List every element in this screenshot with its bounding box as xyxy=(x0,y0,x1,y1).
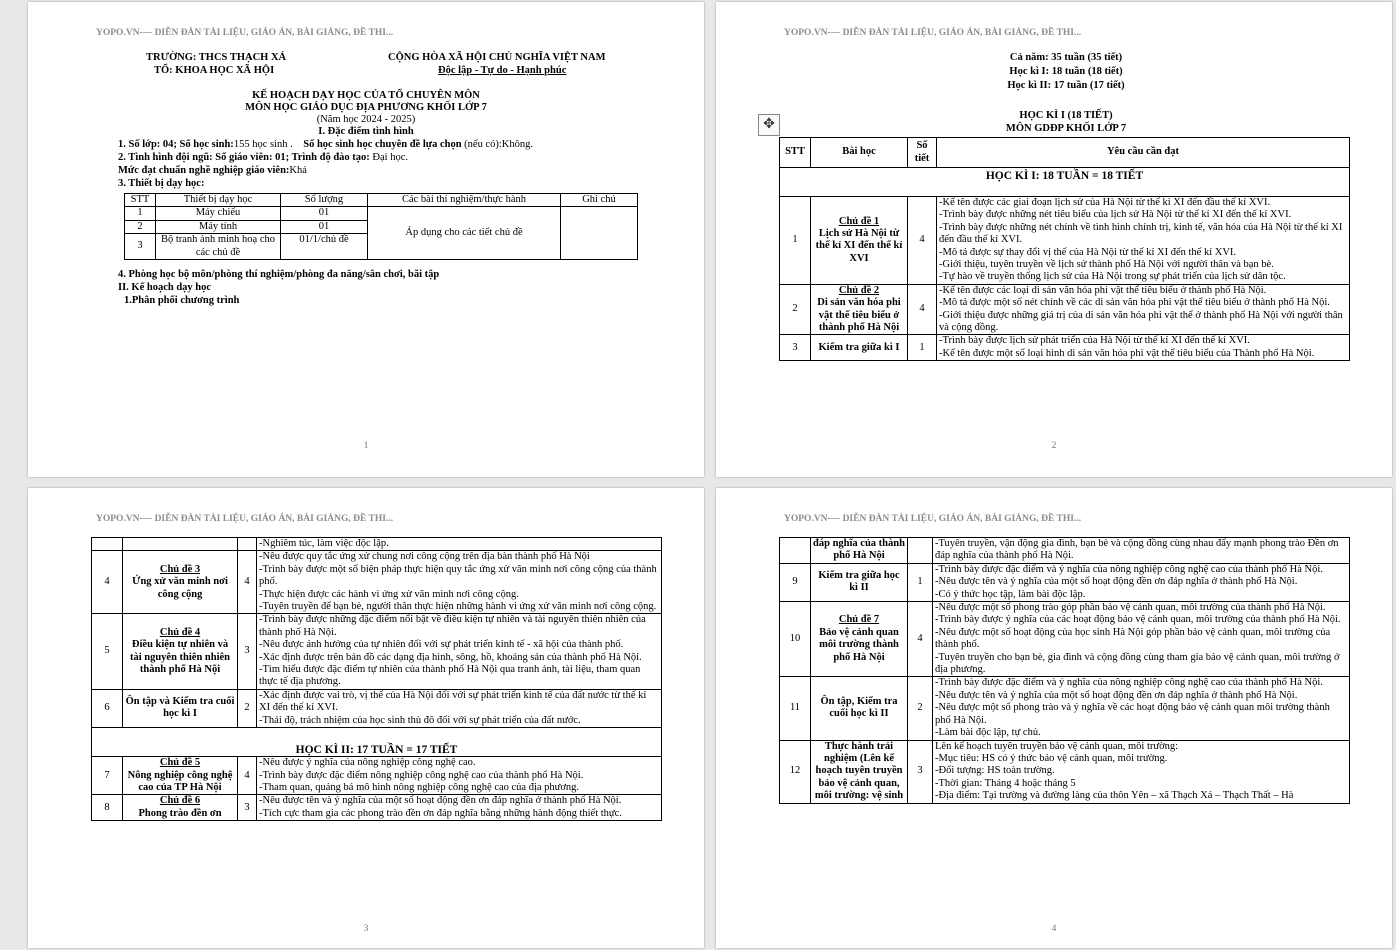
requirements: -Xác định được vai trò, vị thế của Hà Nội đối với sự phát triển kinh tế của đất nước từ thế kỉ XI đến thế kỉ XVI. -Thái độ, trách nhiệm của học sinh thủ đô đối với sự phát triển của đất nước. xyxy=(257,689,662,727)
lesson-name: Chủ đề 3 Ứng xử văn minh nơi công cộng xyxy=(123,551,238,614)
lesson-name: Chủ đề 1 Lịch sử Hà Nội từ thế kỉ XI đến thế kỉ XVI xyxy=(811,197,908,285)
page-number: 4 xyxy=(1051,924,1057,934)
page-number: 3 xyxy=(363,924,369,934)
lesson-name: Chủ đề 4 Điều kiện tự nhiên và tài nguyên thiên nhiên thành phố Hà Nội xyxy=(123,614,238,689)
subject-title: MÔN HỌC GIÁO DỤC ĐỊA PHƯƠNG KHỐI LỚP 7 xyxy=(245,102,487,113)
row-number: 4 xyxy=(92,551,123,614)
requirements: -Nêu được quy tắc ứng xử chung nơi công cộng trên địa bàn thành phố Hà Nội -Trình bày được một số biện pháp thực hiện quy tắc ứng xử văn minh nơi công cộng của thành phố. -Thực hiện được các hành vi ứng xử văn minh nơi công cộng. -Tuyên truyền để bạn bè, người thân thực hiện những hành vi ứng xử văn minh nơi công cộng. xyxy=(257,551,662,614)
semester-2-summary: Học kì II: 17 tuần (17 tiết) xyxy=(1007,80,1125,91)
lesson-name xyxy=(123,538,238,551)
table-cell: 3 xyxy=(125,234,156,260)
table-section-row xyxy=(92,728,662,757)
table-header: Các bài thí nghiệm/thực hành xyxy=(368,194,561,207)
lesson-name: Ôn tập, Kiểm tra cuối học kì II xyxy=(811,677,908,740)
table-header: STT xyxy=(780,138,811,168)
page-header: YOPO.VN---- DIỄN ĐÀN TÀI LIỆU, GIÁO ÁN, BÀI GIẢNG, ĐỀ THI... xyxy=(96,514,394,524)
row-number: 7 xyxy=(92,757,123,795)
lesson-periods: 4 xyxy=(908,197,937,285)
lesson-periods: 4 xyxy=(908,284,937,335)
row-number: 10 xyxy=(780,602,811,677)
program-table-continued xyxy=(779,537,1350,804)
table-section-row xyxy=(780,168,1350,197)
requirements: -Kể tên được các loại di sản văn hóa phi vật thể tiêu biểu ở thành phố Hà Nội. -Mô tả được một số nét chính về các di sản văn hóa phi vật thể tiêu biểu ở thành phố Hà Nội. -Giới thiệu được những giá trị của di sản văn hóa phi vật thể ở thành phố Hà Nội với người thân và cộng đồng. xyxy=(937,284,1350,335)
table-row xyxy=(92,757,662,795)
lesson-name: Kiểm tra giữa kì I xyxy=(811,335,908,361)
row-number: 11 xyxy=(780,677,811,740)
program-table xyxy=(779,137,1350,361)
table-move-handle-icon[interactable]: ✥ xyxy=(758,114,780,136)
table-cell: 1 xyxy=(125,207,156,220)
document-page-4 xyxy=(716,488,1392,948)
lesson-periods: 2 xyxy=(238,689,257,727)
requirements: -Nghiêm túc, làm việc độc lập. xyxy=(257,538,662,551)
document-page-1 xyxy=(28,2,704,477)
table-cell: Áp dụng cho các tiết chủ đề xyxy=(368,207,561,260)
table-row xyxy=(780,677,1350,740)
table-header: Số lượng xyxy=(281,194,368,207)
row-number: 6 xyxy=(92,689,123,727)
lesson-name: Chủ đề 2 Di sản văn hóa phi vật thể tiêu biểu ở thành phố Hà Nội xyxy=(811,284,908,335)
semester-section: HỌC KÌ II: 17 TUẦN = 17 TIẾT xyxy=(92,728,662,757)
table-header: Yêu cầu cần đạt xyxy=(937,138,1350,168)
teacher-standard-line: Mức đạt chuẩn nghề nghiệp giáo viên:Khá xyxy=(118,165,307,176)
lesson-name: đáp nghĩa của thành phố Hà Nội xyxy=(811,538,908,564)
equipment-table xyxy=(124,193,638,260)
requirements: -Kể tên được các giai đoạn lịch sử của Hà Nội từ thế kỉ XI đến đầu thế kỉ XVI. -Trình bày được những nét tiêu biểu của lịch sử Hà Nội từ thế kỉ XI đến thế kỉ XVI. -Trình bày được những nét chính về tình hình chính trị, kinh tế, văn hóa của Hà Nội từ thế kỉ XI đến đầu thế kỉ XVI. -Mô tả được sự thay đổi vị thế của Hà Nội từ thế kỉ XI đến thế kỉ XVI. -Giới thiệu, tuyên truyền về lịch sử thành phố Hà Nội với người thân và bạn bè. -Tự hào về truyền thống lịch sử của Hà Nội trong sự phát triển của lịch sử dân tộc. xyxy=(937,197,1350,285)
table-row xyxy=(780,740,1350,803)
lesson-periods: 4 xyxy=(908,602,933,677)
table-cell: Máy chiếu xyxy=(156,207,281,220)
table-cell: 01 xyxy=(281,207,368,220)
table-cell: 2 xyxy=(125,220,156,233)
lesson-periods: 4 xyxy=(238,757,257,795)
lesson-name: Thực hành trải nghiệm (Lên kế hoạch tuyên truyền bảo vệ cảnh quan, môi trường: vệ sinh xyxy=(811,740,908,803)
table-row xyxy=(780,197,1350,285)
equipment-header-row xyxy=(125,194,638,207)
table-header: Số tiết xyxy=(908,138,937,168)
table-row xyxy=(92,551,662,614)
table-header: Thiết bị dạy học xyxy=(156,194,281,207)
lesson-name: Chủ đề 7 Bảo vệ cảnh quan môi trường thành phố Hà Nội xyxy=(811,602,908,677)
page-number: 1 xyxy=(363,441,369,451)
page-header: YOPO.VN---- DIỄN ĐÀN TÀI LIỆU, GIÁO ÁN, BÀI GIẢNG, ĐỀ THI... xyxy=(96,28,394,38)
section-2-heading: II. Kế hoạch dạy học xyxy=(118,282,212,293)
row-number xyxy=(780,538,811,564)
table-cell: Bộ tranh ảnh minh hoạ cho các chủ đề xyxy=(156,234,281,260)
subject-grade-heading: MÔN GDĐP KHỐI LỚP 7 xyxy=(1005,123,1127,134)
lesson-periods: 1 xyxy=(908,335,937,361)
table-header: Ghi chú xyxy=(561,194,638,207)
requirements: -Nêu được tên và ý nghĩa của một số hoạt động đền ơn đáp nghĩa ở thành phố Hà Nội. -Tích cực tham gia các phong trào đền ơn đáp nghĩa bằng những hành động thiết thực. xyxy=(257,795,662,821)
table-cell: 01/1/chủ đề xyxy=(281,234,368,260)
requirements: -Trình bày được đặc điểm và ý nghĩa của nông nghiệp công nghệ cao của thành phố Hà Nội. -Nêu được tên và ý nghĩa của một số hoạt động đền ơn đáp nghĩa ở thành phố Hà Nội. -Nêu được một số phong trào và ý nghĩa về các hoạt động bảo vệ cảnh quan môi trường thành phố Hà Nội. -Làm bài độc lập, tự chủ. xyxy=(933,677,1350,740)
row-number: 2 xyxy=(780,284,811,335)
class-count-line: 1. Số lớp: 04; Số học sinh:155 học sinh . Số học sinh học chuyên đề lựa chọn (nếu có):Không. xyxy=(118,139,533,150)
program-heading: 1.Phân phối chương trình xyxy=(124,295,240,306)
lesson-periods: 1 xyxy=(908,563,933,601)
table-row xyxy=(780,284,1350,335)
lesson-periods: 3 xyxy=(238,795,257,821)
table-row xyxy=(780,602,1350,677)
requirements: -Tuyên truyền, vận động gia đình, bạn bè và cộng đồng cùng nhau đẩy mạnh phong trào Đền ơn đáp nghĩa của thành phố Hà Nội. xyxy=(933,538,1350,564)
row-number xyxy=(92,538,123,551)
department-name: TỔ: KHOA HỌC XÃ HỘI xyxy=(154,65,275,76)
table-cell: 01 xyxy=(281,220,368,233)
lesson-periods: 3 xyxy=(908,740,933,803)
requirements: Lên kế hoạch tuyên truyền bảo vệ cảnh quan, môi trường: -Mục tiêu: HS có ý thức bảo vệ cảnh quan, môi trường. -Đối tượng: HS toàn trường. -Thời gian: Tháng 4 hoặc tháng 5 -Địa điểm: Tại trường và đường làng của thôn Yên – xã Thạch Xá – Thạch Thất – Hà xyxy=(933,740,1350,803)
requirements: -Nêu được một số phong trào góp phần bảo vệ cảnh quan, môi trường của thành phố Hà Nội. -Trình bày được ý nghĩa của các hoạt động bảo vệ cảnh quan, môi trường của thành phố Hà Nội. -Nêu được một số hoạt động của học sinh Hà Nội góp phần bảo vệ cảnh quan, môi trường của thành phố. -Tuyên truyền cho bạn bè, gia đình và cộng đồng cùng tham gia bảo vệ cảnh quan, môi trường ở địa phương. xyxy=(933,602,1350,677)
table-row xyxy=(125,207,638,220)
school-name: TRƯỜNG: THCS THẠCH XÁ xyxy=(146,52,287,63)
table-row xyxy=(92,538,662,551)
table-header: STT xyxy=(125,194,156,207)
lesson-name: Kiểm tra giữa học kì II xyxy=(811,563,908,601)
nation-motto: Độc lập - Tự do - Hạnh phúc xyxy=(438,65,567,76)
row-number: 8 xyxy=(92,795,123,821)
school-year: (Năm học 2024 - 2025) xyxy=(316,114,416,125)
lesson-name: Ôn tập và Kiểm tra cuối học kì I xyxy=(123,689,238,727)
table-row xyxy=(92,689,662,727)
row-number: 12 xyxy=(780,740,811,803)
page-number: 2 xyxy=(1051,441,1057,451)
row-number: 5 xyxy=(92,614,123,689)
semester-1-summary: Học kì I: 18 tuần (18 tiết) xyxy=(1009,66,1123,77)
table-cell: Máy tính xyxy=(156,220,281,233)
table-cell xyxy=(561,207,638,260)
program-table-continued xyxy=(91,537,662,821)
table-row xyxy=(780,538,1350,564)
row-number: 9 xyxy=(780,563,811,601)
year-summary: Cả năm: 35 tuần (35 tiết) xyxy=(1009,52,1123,63)
table-row xyxy=(780,335,1350,361)
table-row xyxy=(780,563,1350,601)
lesson-name: Chủ đề 6 Phong trào đền ơn xyxy=(123,795,238,821)
semester-1-heading: HỌC KÌ I (18 TIẾT) xyxy=(1019,110,1113,121)
document-page-2 xyxy=(716,2,1392,477)
lesson-periods: 3 xyxy=(238,614,257,689)
requirements: -Trình bày được những đặc điểm nổi bật về điều kiện tự nhiên và tài nguyên thiên nhiên của thành phố Hà Nội. -Nêu được ảnh hưởng của tự nhiên đối với sự phát triển kinh tế - xã hội của thành phố. -Xác định được trên bản đồ các dạng địa hình, sông, hồ, khoáng sản của thành phố Hà Nội. -Tìm hiểu được đặc điểm tự nhiên của thành phố Hà Nội qua tranh ảnh, tài liệu, tham quan thực tế địa phương. xyxy=(257,614,662,689)
plan-title: KẾ HOẠCH DẠY HỌC CỦA TỔ CHUYÊN MÔN xyxy=(252,90,480,101)
requirements: -Nêu được ý nghĩa của nông nghiệp công nghệ cao. -Trình bày được đặc điểm nông nghiệp công nghệ cao của thành phố Hà Nội. -Tham quan, quảng bá mô hình nông nghiệp công nghệ cao của địa phương. xyxy=(257,757,662,795)
lesson-periods xyxy=(908,538,933,564)
nation-title: CỘNG HÒA XÃ HỘI CHỦ NGHĨA VIỆT NAM xyxy=(388,52,606,63)
row-number: 3 xyxy=(780,335,811,361)
lesson-periods: 4 xyxy=(238,551,257,614)
requirements: -Trình bày được đặc điểm và ý nghĩa của nông nghiệp công nghệ cao của thành phố Hà Nội. -Nêu được tên và ý nghĩa của một số hoạt động đền ơn đáp nghĩa ở thành phố Hà Nội. -Có ý thức học tập, làm bài độc lập. xyxy=(933,563,1350,601)
page-header: YOPO.VN---- DIỄN ĐÀN TÀI LIỆU, GIÁO ÁN, BÀI GIẢNG, ĐỀ THI... xyxy=(784,28,1082,38)
program-header-row xyxy=(780,138,1350,168)
lesson-periods: 2 xyxy=(908,677,933,740)
staff-line: 2. Tình hình đội ngũ: Số giáo viên: 01; Trình độ đào tạo: Đại học. xyxy=(118,152,408,163)
document-page-3 xyxy=(28,488,704,948)
table-row xyxy=(92,614,662,689)
page-header: YOPO.VN---- DIỄN ĐÀN TÀI LIỆU, GIÁO ÁN, BÀI GIẢNG, ĐỀ THI... xyxy=(784,514,1082,524)
row-number: 1 xyxy=(780,197,811,285)
section-1-heading: I. Đặc điểm tình hình xyxy=(318,126,414,137)
rooms-heading: 4. Phòng học bộ môn/phòng thí nghiệm/phòng đa năng/sân chơi, bãi tập xyxy=(118,269,440,280)
table-row xyxy=(92,795,662,821)
lesson-name: Chủ đề 5 Nông nghiệp công nghệ cao của TP Hà Nội xyxy=(123,757,238,795)
table-header: Bài học xyxy=(811,138,908,168)
lesson-periods xyxy=(238,538,257,551)
semester-section: HỌC KÌ I: 18 TUẦN = 18 TIẾT xyxy=(780,168,1350,197)
requirements: -Trình bày được lịch sử phát triển của Hà Nội từ thế kỉ XI đến thế kỉ XVI. -Kể tên được một số loại hình di sản văn hóa phi vật thể tiêu biểu của Thành phố Hà Nội. xyxy=(937,335,1350,361)
equipment-heading: 3. Thiết bị dạy học: xyxy=(118,178,205,189)
